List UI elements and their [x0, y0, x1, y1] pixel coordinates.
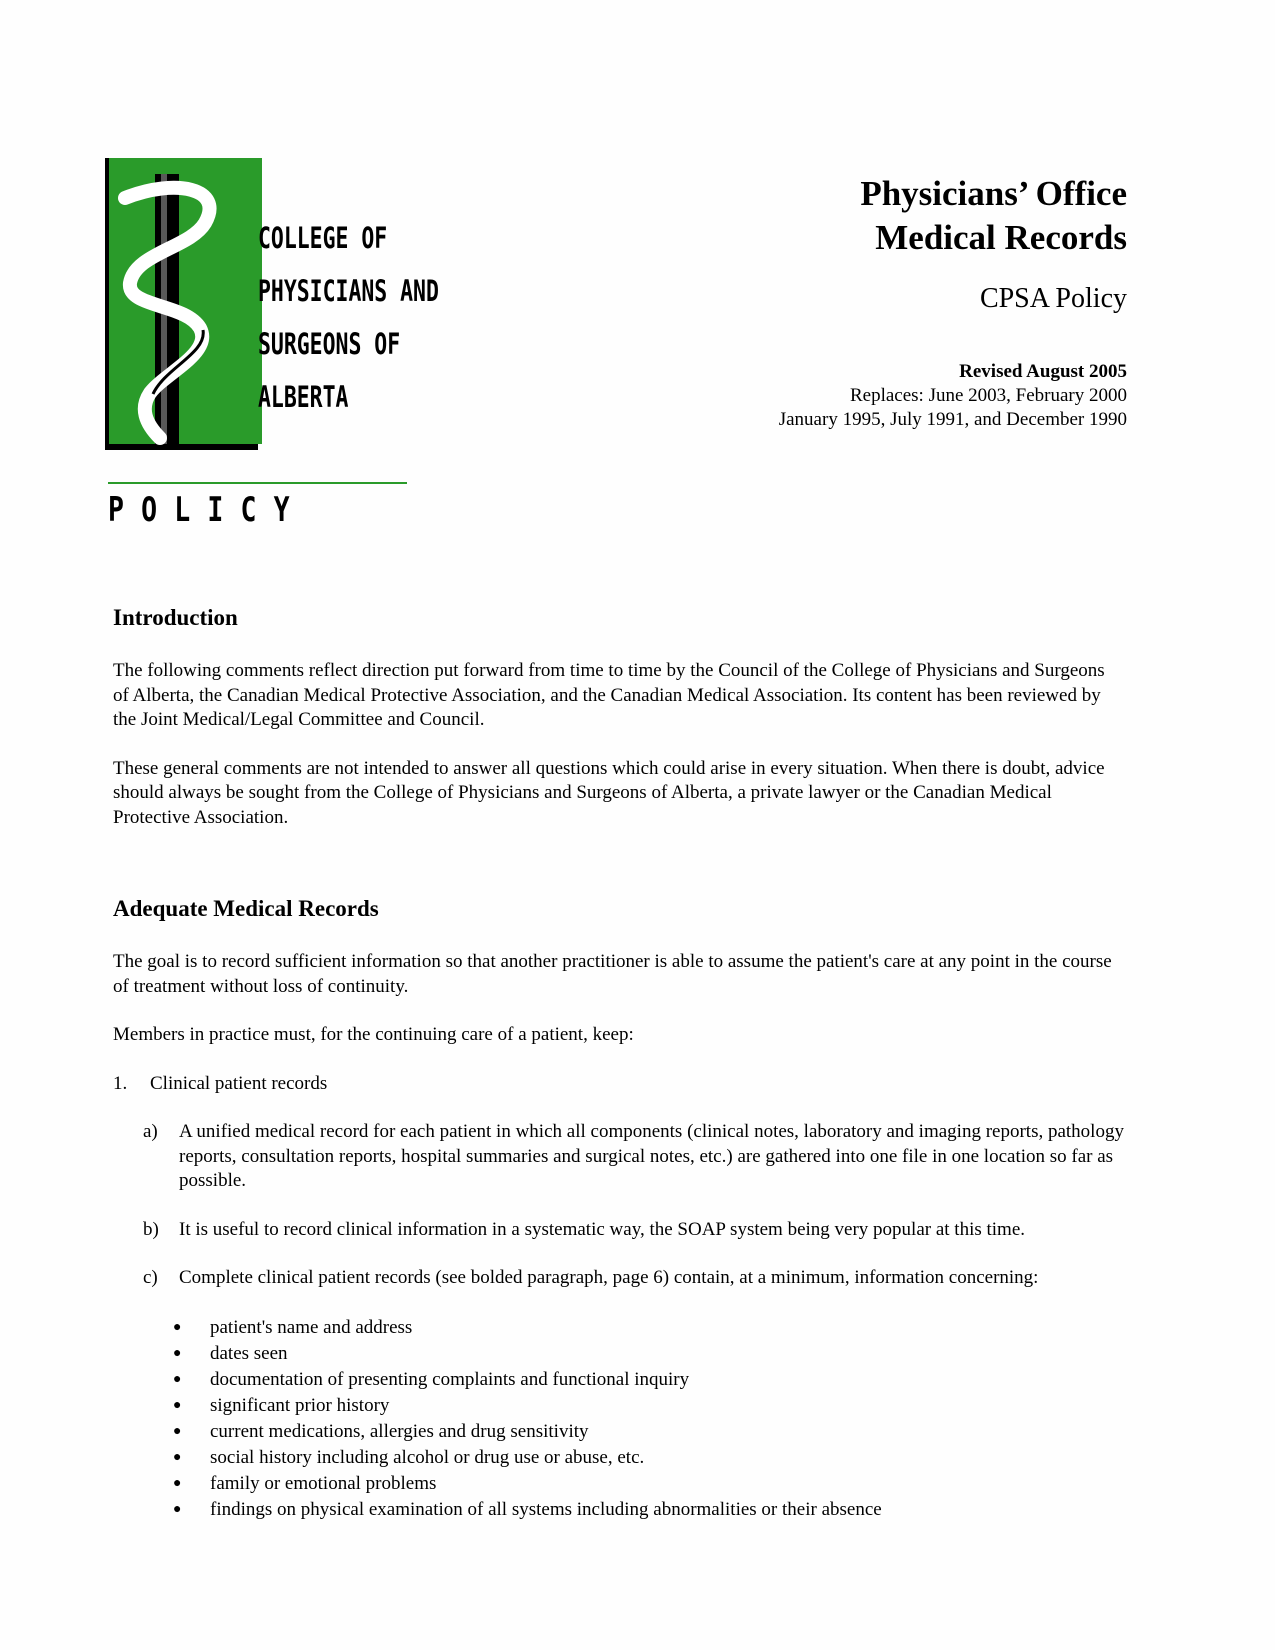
college-name-wordmark: [258, 212, 439, 424]
list-item-text: family or emotional problems: [210, 1472, 437, 1494]
list-item-text: dates seen: [210, 1342, 288, 1364]
introduction-heading: Introduction: [113, 605, 238, 630]
college-name-line: ALBERTA: [258, 380, 349, 414]
item-text: A unified medical record for each patient in which all components (clinical notes, laboratory and imaging reports, pathology reports, consultation reports, hospital summaries and surgical notes, etc.) are gathered into one file in one location so far as possible.: [179, 1121, 1124, 1191]
introduction-paragraph: The following comments reflect direction put forward from time to time by the Council of the College of Physicians and Surgeons of Alberta, the Canadian Medical Protective Association, and the Canadian Medical Association. Its content has been reviewed by the Joint Medical/Legal Committee and Council.: [113, 660, 1105, 730]
college-name-line: PHYSICIANS AND: [258, 274, 439, 308]
numbered-item: [113, 1072, 1125, 1097]
list-item: [173, 1367, 1125, 1393]
bullet-icon: ●: [173, 1475, 182, 1491]
list-item-text: documentation of presenting complaints and functional inquiry: [210, 1368, 690, 1390]
list-item: [173, 1445, 1125, 1471]
list-item: [173, 1419, 1125, 1445]
logo-divider: [108, 482, 407, 484]
list-item-text: social history including alcohol or drug use or abuse, etc.: [210, 1446, 645, 1468]
list-item: [173, 1341, 1125, 1367]
item-text: It is useful to record clinical information in a systematic way, the SOAP system being very popular at this time.: [179, 1218, 1026, 1240]
policy-wordmark: POLICY: [108, 490, 307, 530]
college-name-line: COLLEGE OF: [258, 221, 388, 255]
document-title-line: Medical Records: [875, 218, 1127, 257]
lettered-item: [143, 1266, 1125, 1291]
list-item: [173, 1471, 1125, 1497]
bullet-icon: ●: [173, 1371, 182, 1387]
list-item: [173, 1497, 1125, 1523]
item-letter: c): [143, 1267, 158, 1288]
list-item-text: significant prior history: [210, 1394, 390, 1416]
bullet-icon: ●: [173, 1397, 182, 1413]
list-item-text: patient's name and address: [210, 1316, 413, 1338]
bullet-icon: ●: [173, 1345, 182, 1361]
introduction-paragraph: These general comments are not intended to answer all questions which could arise in every situation. When there is doubt, advice should always be sought from the College of Physicians and Surgeons of Alberta, a private lawyer or the Canadian Medical Protective Association.: [113, 757, 1105, 828]
item-letter: a): [143, 1121, 158, 1142]
item-label: Clinical patient records: [150, 1072, 328, 1094]
adequate-records-paragraph: Members in practice must, for the continuing care of a patient, keep:: [113, 1024, 634, 1045]
list-item-text: current medications, allergies and drug sensitivity: [210, 1420, 589, 1442]
revised-date: Revised August 2005: [959, 361, 1127, 382]
revision-info: [779, 360, 1127, 432]
document-body: [113, 603, 1125, 1523]
list-item: [173, 1393, 1125, 1419]
lettered-item: [143, 1120, 1125, 1194]
replaces-line: January 1995, July 1991, and December 1990: [778, 409, 1127, 430]
bullet-icon: ●: [173, 1423, 182, 1439]
bullet-icon: ●: [173, 1319, 182, 1335]
document-title-line: Physicians’ Office: [860, 174, 1127, 213]
item-number: 1.: [113, 1072, 128, 1094]
document-subtitle: CPSA Policy: [979, 283, 1127, 314]
document-title-block: [779, 172, 1127, 432]
list-item: [173, 1315, 1125, 1341]
bullet-icon: ●: [173, 1449, 182, 1465]
adequate-records-paragraph: The goal is to record sufficient information so that another practitioner is able to assume the patient's care at any point in the course of treatment without loss of continuity.: [113, 951, 1112, 997]
list-item-text: findings on physical examination of all systems including abnormalities or their absence: [210, 1498, 882, 1520]
item-letter: b): [143, 1218, 159, 1240]
adequate-records-heading: Adequate Medical Records: [113, 896, 379, 921]
bullet-icon: ●: [173, 1501, 182, 1517]
replaces-line: Replaces: June 2003, February 2000: [849, 385, 1127, 406]
bullet-list: [173, 1315, 1125, 1523]
item-text: Complete clinical patient records (see bolded paragraph, page 6) contain, at a minimum, information concerning:: [179, 1267, 1039, 1288]
college-name-line: SURGEONS OF: [258, 327, 401, 361]
lettered-item: [143, 1218, 1125, 1243]
